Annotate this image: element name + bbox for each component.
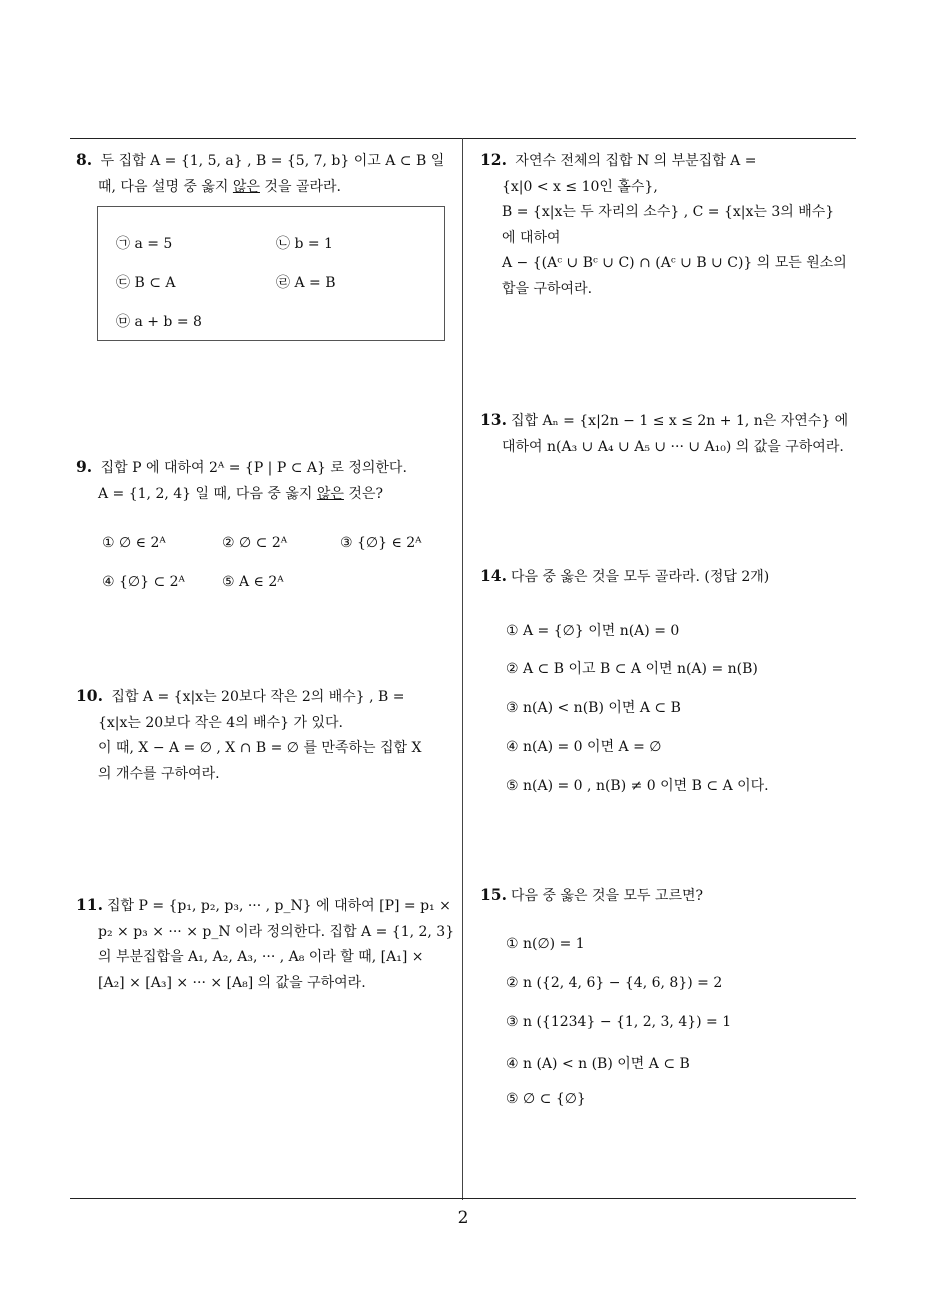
question-text: [A₂] × [A₃] × ··· × [A₈] 의 값을 구하여라. xyxy=(98,974,366,991)
choice-item: ㉣ A = B xyxy=(276,275,336,291)
underlined-word: 않은 xyxy=(232,178,260,195)
option-5: ⑤ n(A) = 0 , n(B) ≠ 0 이면 B ⊂ A 이다. xyxy=(506,778,769,794)
option-1: ① n(∅) = 1 xyxy=(506,936,585,952)
choice-item: ㉢ B ⊂ A xyxy=(116,275,176,291)
question-text: 집합 P = {p₁, p₂, p₃, ··· , p_N} 에 대하여 [P] = p₁ × xyxy=(106,898,451,914)
question-12 xyxy=(480,147,860,302)
option-4: ④ n (A) < n (B) 이면 A ⊂ B xyxy=(506,1056,690,1072)
question-text: A = {1, 2, 4} 일 때, 다음 중 옳지 xyxy=(98,485,317,502)
column-divider xyxy=(462,138,463,1200)
question-number: 14. xyxy=(480,566,507,585)
choice-item: ㉡ b = 1 xyxy=(276,236,333,252)
question-text: p₂ × p₃ × ··· × p_N 이라 정의한다. 집합 A = {1, 2, 3} xyxy=(98,923,455,940)
option-1: ① A = {∅} 이면 n(A) = 0 xyxy=(506,623,680,639)
question-14 xyxy=(480,563,860,591)
question-9 xyxy=(76,454,458,507)
question-number: 8. xyxy=(76,150,93,169)
question-text: 자연수 전체의 집합 N 의 부분집합 A = xyxy=(515,153,757,169)
option-5: ⑤ ∅ ⊂ {∅} xyxy=(506,1091,586,1107)
question-10 xyxy=(76,683,458,787)
choice-item: ㉤ a + b = 8 xyxy=(116,314,202,330)
question-text: 합을 구하여라. xyxy=(502,280,593,297)
question-number: 15. xyxy=(480,885,507,904)
question-text: {x|x는 20보다 작은 4의 배수} 가 있다. xyxy=(98,714,343,731)
question-text: 의 부분집합을 A₁, A₂, A₃, ··· , A₈ 이라 할 때, [A₁] × xyxy=(98,949,424,965)
top-rule xyxy=(70,138,856,139)
question-number: 9. xyxy=(76,457,93,476)
question-text: B = {x|x는 두 자리의 소수} , C = {x|x는 3의 배수} xyxy=(502,204,835,220)
question-number: 10. xyxy=(76,686,103,705)
question-text: 때, 다음 설명 중 옳지 xyxy=(98,178,233,195)
option-4: ④ n(A) = 0 이면 A = ∅ xyxy=(506,739,662,755)
question-text: 이 때, X − A = ∅ , X ∩ B = ∅ 를 만족하는 집합 X xyxy=(98,740,422,756)
page-number: 2 xyxy=(457,1208,469,1228)
question-number: 11. xyxy=(76,895,103,914)
choice-item: ㉠ a = 5 xyxy=(116,236,173,252)
option-3: ③ n(A) < n(B) 이면 A ⊂ B xyxy=(506,700,681,716)
question-text: 의 개수를 구하여라. xyxy=(98,765,220,782)
question-number: 13. xyxy=(480,410,507,429)
question-text: 것을 골라라. xyxy=(259,178,341,195)
question-text: 것은? xyxy=(343,485,383,502)
question-text: 다음 중 옳은 것을 모두 골라라. (정답 2개) xyxy=(510,569,770,585)
question-text: 두 집합 A = {1, 5, a} , B = {5, 7, b} 이고 A ⊂ B 일 xyxy=(100,153,445,169)
question-text: 집합 A = {x|x는 20보다 작은 2의 배수} , B = xyxy=(111,689,405,705)
option-3: ③ {∅} ∈ 2ᴬ xyxy=(340,535,422,551)
option-2: ② ∅ ⊂ 2ᴬ xyxy=(222,535,288,551)
question-text: 에 대하여 xyxy=(502,229,561,246)
question-13 xyxy=(480,407,860,460)
question-number: 12. xyxy=(480,150,507,169)
question-11 xyxy=(76,892,458,996)
question-text: {x|0 < x ≤ 10인 홀수}, xyxy=(502,178,658,195)
question-text: 집합 P 에 대하여 2ᴬ = {P | P ⊂ A} 로 정의한다. xyxy=(100,460,407,476)
option-4: ④ {∅} ⊂ 2ᴬ xyxy=(102,574,185,590)
option-3: ③ n ({1234} − {1, 2, 3, 4}) = 1 xyxy=(506,1014,732,1030)
option-2: ② A ⊂ B 이고 B ⊂ A 이면 n(A) = n(B) xyxy=(506,661,758,677)
choice-box xyxy=(97,206,445,341)
option-5: ⑤ A ∈ 2ᴬ xyxy=(222,574,284,590)
option-1: ① ∅ ∈ 2ᴬ xyxy=(102,535,166,551)
question-text: 집합 Aₙ = {x|2n − 1 ≤ x ≤ 2n + 1, n은 자연수} 에 xyxy=(510,413,849,429)
question-8 xyxy=(76,147,458,200)
question-text: A − {(Aᶜ ∪ Bᶜ ∪ C) ∩ (Aᶜ ∪ B ∪ C)} 의 모든 원소의 xyxy=(502,255,847,271)
bottom-rule xyxy=(70,1198,856,1199)
question-15 xyxy=(480,882,860,910)
underlined-word: 않은 xyxy=(316,485,344,502)
option-2: ② n ({2, 4, 6} − {4, 6, 8}) = 2 xyxy=(506,975,723,991)
question-text: 다음 중 옳은 것을 모두 고르면? xyxy=(510,888,704,904)
question-text: 대하여 n(A₃ ∪ A₄ ∪ A₅ ∪ ··· ∪ A₁₀) 의 값을 구하여라. xyxy=(502,438,844,455)
